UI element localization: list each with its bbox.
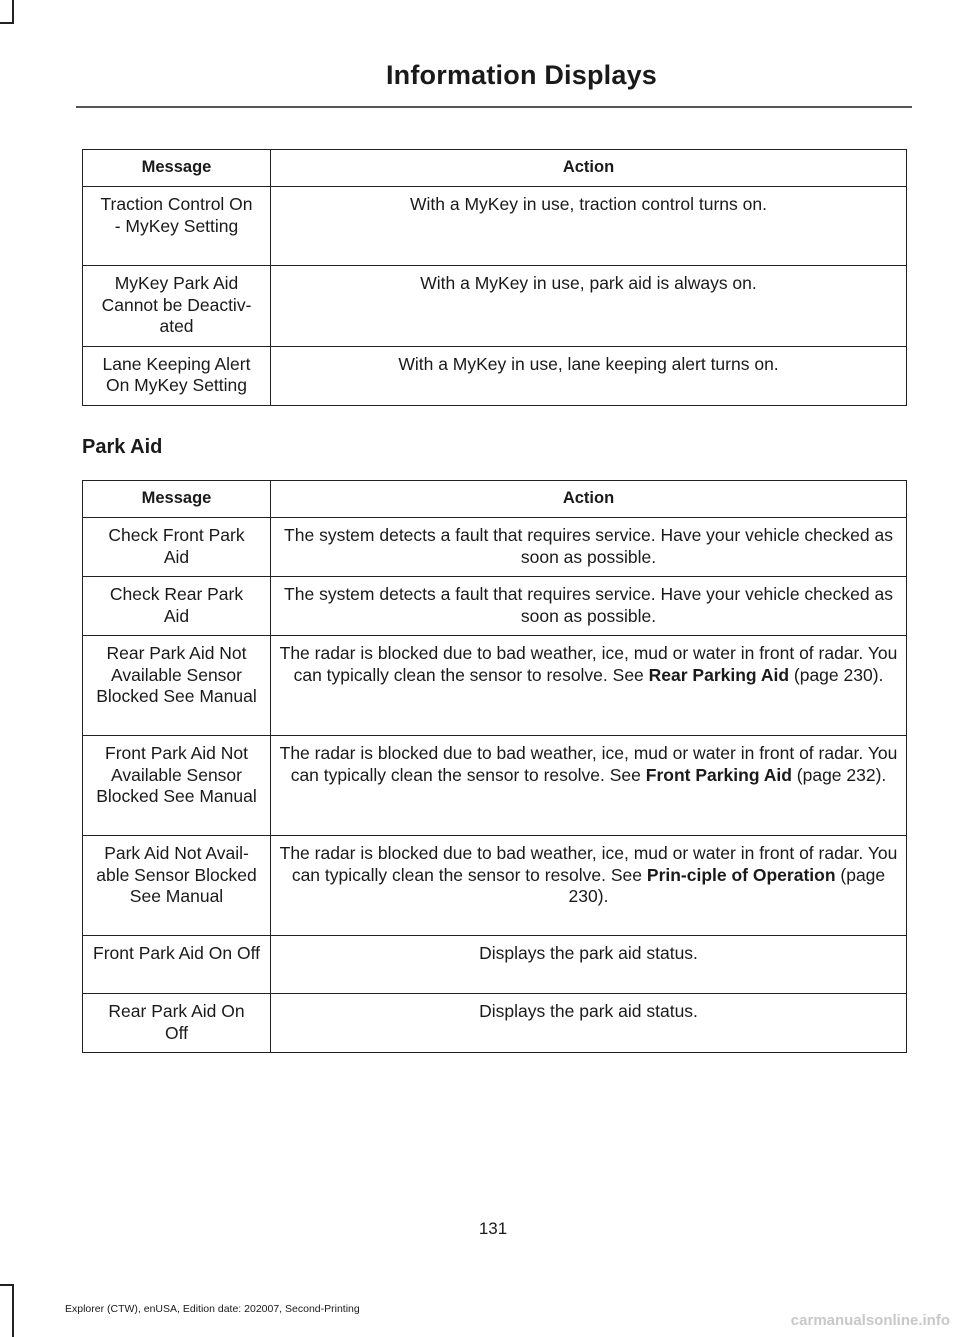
message-cell: Lane Keeping Alert On MyKey Setting: [83, 346, 271, 405]
cross-reference-link[interactable]: Front Parking Aid: [645, 764, 792, 785]
table-row: [83, 836, 907, 936]
action-cell: [271, 736, 907, 836]
header-divider: [76, 106, 912, 108]
action-cell: Displays the park aid status.: [271, 994, 907, 1053]
action-text: The radar is blocked due to bad weather, ice, mud or water in front of radar. You can typically clean the sensor to resolve. See: [279, 643, 898, 685]
message-cell: Front Park Aid Not Available Sensor Blocked See Manual: [83, 736, 271, 836]
table-header-row: [83, 481, 907, 518]
section-heading-park-aid: Park Aid: [82, 436, 163, 458]
message-cell: Front Park Aid On Off: [83, 936, 271, 994]
page-number: 131: [478, 1219, 508, 1238]
table-row: [83, 187, 907, 266]
action-text: The radar is blocked due to bad weather, ice, mud or water in front of radar. You can typically clean the sensor to resolve. See: [279, 843, 898, 885]
park-aid-table: [82, 480, 907, 1053]
table-row: [83, 636, 907, 736]
table-row: [83, 577, 907, 636]
crop-mark-top-left-v: [12, 0, 14, 24]
action-cell: With a MyKey in use, traction control turns on.: [271, 187, 907, 266]
action-text: The radar is blocked due to bad weather, ice, mud or water in front of radar. You can typically clean the sensor to resolve. See: [279, 743, 898, 785]
message-cell: Traction Control On - MyKey Setting: [83, 187, 271, 266]
page-title: Information Displays: [385, 60, 657, 90]
message-cell: Check Rear Park Aid: [83, 577, 271, 636]
column-header-message: Message: [83, 481, 271, 518]
message-cell: MyKey Park Aid Cannot be Deactiv-ated: [83, 266, 271, 347]
table-row: [83, 736, 907, 836]
action-cell: Displays the park aid status.: [271, 936, 907, 994]
page-reference: (page 232).: [791, 764, 887, 785]
cross-reference-link[interactable]: Rear Parking Aid: [648, 664, 790, 685]
page-reference: (page 230).: [789, 664, 884, 685]
table-row: [83, 518, 907, 577]
action-cell: With a MyKey in use, lane keeping alert turns on.: [271, 346, 907, 405]
table-row: [83, 266, 907, 347]
cross-reference-link[interactable]: Prin-ciple of Operation: [646, 864, 836, 885]
message-cell: Park Aid Not Avail-able Sensor Blocked See Manual: [83, 836, 271, 936]
column-header-action: Action: [271, 481, 907, 518]
message-cell: Rear Park Aid Not Available Sensor Blocked See Manual: [83, 636, 271, 736]
action-cell: [271, 836, 907, 936]
message-cell: Check Front Park Aid: [83, 518, 271, 577]
column-header-action: Action: [271, 150, 907, 187]
action-cell: The system detects a fault that requires service. Have your vehicle checked as soon as possible.: [271, 518, 907, 577]
watermark: carmanualsonline.info: [790, 1312, 950, 1329]
table-row: [83, 994, 907, 1053]
action-cell: [271, 636, 907, 736]
crop-mark-bottom-left-v: [12, 1284, 14, 1337]
action-cell: With a MyKey in use, park aid is always on.: [271, 266, 907, 347]
mykey-messages-table: [82, 149, 907, 406]
table-row: [83, 346, 907, 405]
action-cell: The system detects a fault that requires service. Have your vehicle checked as soon as possible.: [271, 577, 907, 636]
message-cell: Rear Park Aid On Off: [83, 994, 271, 1053]
edition-footer: Explorer (CTW), enUSA, Edition date: 202007, Second-Printing: [65, 1303, 360, 1315]
crop-mark-bottom-left-h: [0, 1284, 14, 1286]
column-header-message: Message: [83, 150, 271, 187]
page-reference: (page 230).: [568, 864, 886, 906]
crop-mark-top-left-h: [0, 22, 14, 24]
table-header-row: [83, 150, 907, 187]
table-row: [83, 936, 907, 994]
